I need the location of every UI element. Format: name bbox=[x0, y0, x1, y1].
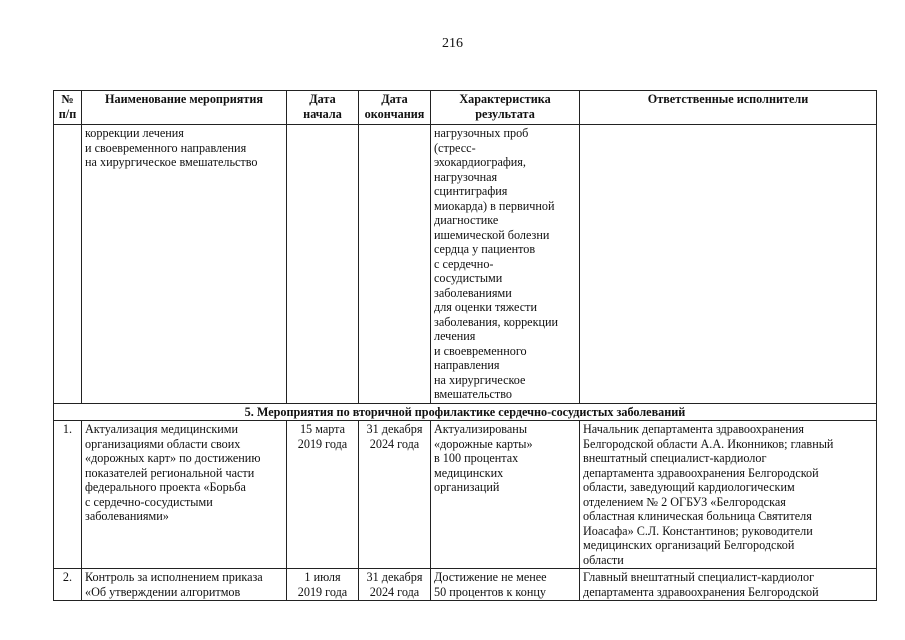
page-number: 216 bbox=[442, 36, 463, 51]
table-row bbox=[54, 421, 877, 569]
activities-table bbox=[53, 90, 877, 601]
cell-start-date: 15 марта 2019 года bbox=[287, 421, 359, 569]
cell-start-date bbox=[287, 125, 359, 404]
cell-activity-name: Контроль за исполнением приказа «Об утверждении алгоритмов bbox=[82, 569, 287, 601]
section-title: 5. Мероприятия по вторичной профилактике сердечно-сосудистых заболеваний bbox=[54, 403, 877, 421]
cell-result: Актуализированы «дорожные карты» в 100 процентах медицинских организаций bbox=[431, 421, 580, 569]
cell-activity-name: Актуализация медицинскими организациями области своих «дорожных карт» по достижению показателей региональной части федерального проекта «Борьба с сердечно-сосудистыми заболеваниями» bbox=[82, 421, 287, 569]
cell-start-date: 1 июля 2019 года bbox=[287, 569, 359, 601]
cell-responsible: Главный внештатный специалист-кардиолог департамента здравоохранения Белгородской bbox=[580, 569, 877, 601]
cell-result: Достижение не менее 50 процентов к концу bbox=[431, 569, 580, 601]
header-start-date: Дата начала bbox=[287, 91, 359, 125]
cell-number: 1. bbox=[54, 421, 82, 569]
table-row bbox=[54, 569, 877, 601]
header-result: Характеристика результата bbox=[431, 91, 580, 125]
cell-end-date bbox=[359, 125, 431, 404]
table-header-row bbox=[54, 91, 877, 125]
cell-end-date: 31 декабря 2024 года bbox=[359, 421, 431, 569]
table-row-continuation bbox=[54, 125, 877, 404]
cell-number bbox=[54, 125, 82, 404]
cell-activity-name: коррекции лечения и своевременного направления на хирургическое вмешательство bbox=[82, 125, 287, 404]
section-header-row bbox=[54, 403, 877, 421]
header-responsible: Ответственные исполнители bbox=[580, 91, 877, 125]
cell-end-date: 31 декабря 2024 года bbox=[359, 569, 431, 601]
cell-result: нагрузочных проб (стресс- эхокардиография, нагрузочная сцинтиграфия миокарда) в первичной диагностике ишемической болезни сердца у пациентов с сердечно- сосудистыми заболеваниями для оценки тяжести заболевания, коррекции лечения и своевременного направления на хирургическое вмешательство bbox=[431, 125, 580, 404]
header-end-date: Дата окончания bbox=[359, 91, 431, 125]
cell-number: 2. bbox=[54, 569, 82, 601]
header-activity-name: Наименование мероприятия bbox=[82, 91, 287, 125]
header-number: № п/п bbox=[54, 91, 82, 125]
cell-responsible: Начальник департамента здравоохранения Белгородской области А.А. Иконников; главный внештатный специалист-кардиолог департамента здравоохранения Белгородской области, заведующий кардиологическим отделением № 2 ОГБУЗ «Белгородская областная клиническая больница Святителя Иоасафа» С.Л. Константинов; руководители медицинских организаций Белгородской области bbox=[580, 421, 877, 569]
cell-responsible bbox=[580, 125, 877, 404]
